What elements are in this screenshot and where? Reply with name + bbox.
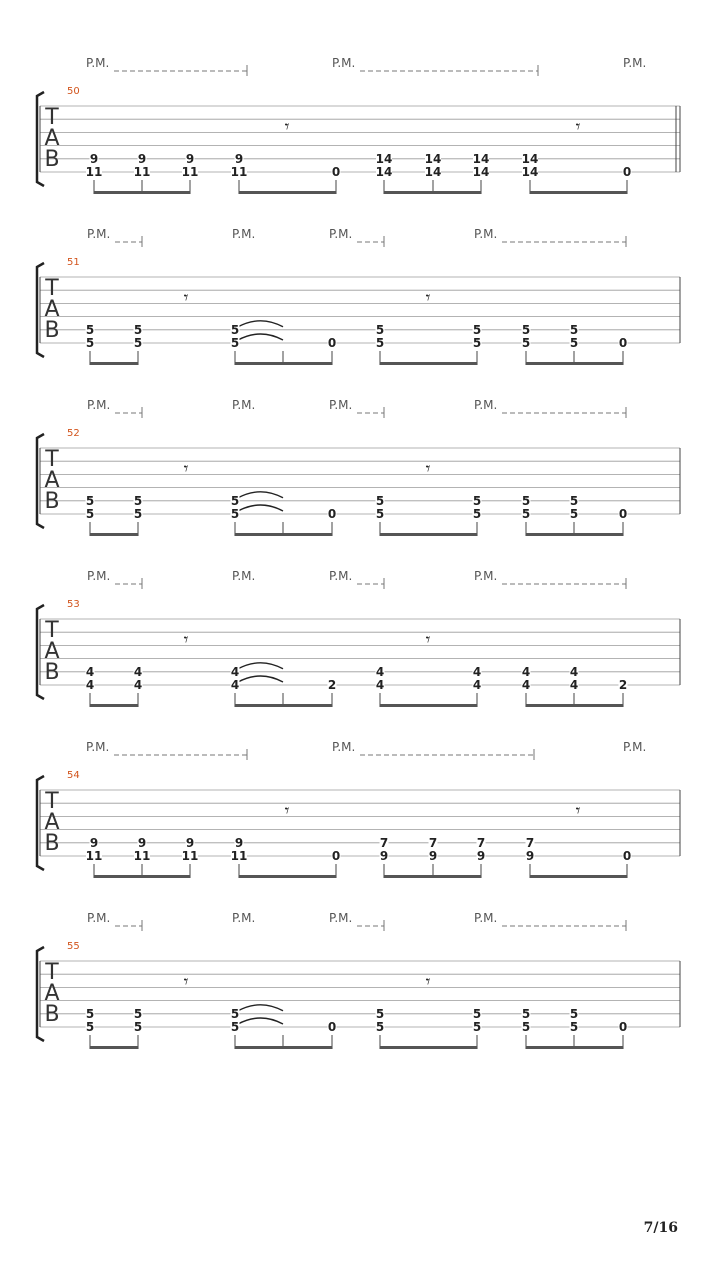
tab-clef-letter: B: [44, 489, 60, 514]
fret-number: 9: [89, 151, 99, 166]
tab-clef-letter: B: [44, 1002, 60, 1027]
fret-number: 14: [472, 151, 490, 166]
fret-number: 5: [472, 336, 482, 350]
beam: [530, 191, 627, 194]
palm-mute-label: P.M.: [329, 398, 353, 412]
tab-clef-letter: T: [45, 618, 59, 643]
fret-number: 5: [133, 493, 143, 508]
fret-number: 0: [331, 849, 341, 863]
tie-string-6: [238, 676, 283, 682]
fret-number: 7: [428, 835, 438, 850]
fret-number: 5: [472, 322, 482, 337]
fret-number: 4: [230, 664, 240, 679]
fret-number: 5: [569, 336, 579, 350]
fret-number: 5: [85, 1020, 95, 1034]
fret-number: 5: [230, 1006, 240, 1021]
fret-number: 4: [133, 664, 143, 679]
measure-number: 53: [67, 599, 80, 610]
beam: [239, 875, 336, 878]
fret-number: 4: [85, 678, 95, 692]
fret-number: 0: [331, 165, 341, 179]
fret-number: 5: [133, 322, 143, 337]
fret-number: 5: [521, 493, 531, 508]
fret-number: 5: [569, 1020, 579, 1034]
fret-number: 11: [85, 849, 103, 863]
palm-mute-label: P.M.: [232, 569, 256, 583]
tab-system: [37, 740, 680, 878]
fret-number: 9: [185, 151, 195, 166]
tab-system: [37, 56, 680, 194]
fret-number: 9: [234, 835, 244, 850]
fret-number: 7: [525, 835, 535, 850]
fret-number: 4: [230, 678, 240, 692]
fret-number: 5: [569, 322, 579, 337]
measure-number: 55: [67, 941, 80, 952]
beam: [90, 704, 138, 707]
fret-number: 5: [85, 507, 95, 521]
beam: [90, 533, 138, 536]
palm-mute-label: P.M.: [329, 911, 353, 925]
tab-clef-letter: A: [44, 468, 60, 493]
tab-clef-letter: B: [44, 318, 60, 343]
fret-number: 9: [476, 849, 486, 863]
fret-number: 5: [472, 1020, 482, 1034]
eighth-rest: 𝄾: [425, 458, 431, 480]
eighth-rest: 𝄾: [575, 116, 581, 138]
beam: [235, 704, 332, 707]
tie-string-5: [238, 1005, 283, 1011]
fret-number: 4: [569, 664, 579, 679]
fret-number: 5: [375, 1006, 385, 1021]
fret-number: 4: [375, 664, 385, 679]
fret-number: 4: [521, 678, 531, 692]
eighth-rest: 𝄾: [284, 800, 290, 822]
beam: [235, 533, 332, 536]
palm-mute-label: P.M.: [87, 398, 111, 412]
beam: [526, 533, 623, 536]
tab-clef-letter: A: [44, 639, 60, 664]
fret-number: 5: [375, 507, 385, 521]
fret-number: 0: [327, 336, 337, 350]
tie-string-6: [238, 1018, 283, 1024]
tab-clef-letter: T: [45, 789, 59, 814]
fret-number: 7: [476, 835, 486, 850]
fret-number: 4: [472, 678, 482, 692]
fret-number: 5: [521, 1020, 531, 1034]
beam: [384, 875, 481, 878]
palm-mute-label: P.M.: [474, 569, 498, 583]
fret-number: 5: [230, 336, 240, 350]
fret-number: 5: [472, 493, 482, 508]
fret-number: 2: [327, 678, 337, 692]
beam: [239, 191, 336, 194]
fret-number: 4: [85, 664, 95, 679]
tab-clef-letter: T: [45, 447, 59, 472]
palm-mute-label: P.M.: [232, 911, 256, 925]
beam: [90, 362, 138, 365]
beam: [380, 362, 477, 365]
eighth-rest: 𝄾: [183, 287, 189, 309]
tab-clef-letter: T: [45, 960, 59, 985]
fret-number: 9: [428, 849, 438, 863]
palm-mute-label: P.M.: [329, 569, 353, 583]
fret-number: 0: [618, 336, 628, 350]
palm-mute-label: P.M.: [232, 398, 256, 412]
fret-number: 4: [569, 678, 579, 692]
fret-number: 9: [525, 849, 535, 863]
beam: [90, 1046, 138, 1049]
beam: [235, 1046, 332, 1049]
fret-number: 0: [327, 507, 337, 521]
fret-number: 5: [569, 493, 579, 508]
palm-mute-label: P.M.: [474, 911, 498, 925]
tab-system: [37, 398, 680, 536]
fret-number: 5: [85, 493, 95, 508]
eighth-rest: 𝄾: [425, 971, 431, 993]
fret-number: 5: [375, 493, 385, 508]
fret-number: 2: [618, 678, 628, 692]
fret-number: 4: [521, 664, 531, 679]
fret-number: 5: [472, 1006, 482, 1021]
palm-mute-label: P.M.: [332, 740, 356, 754]
palm-mute-label: P.M.: [623, 740, 647, 754]
fret-number: 11: [181, 849, 199, 863]
palm-mute-label: P.M.: [232, 227, 256, 241]
fret-number: 4: [133, 678, 143, 692]
palm-mute-label: P.M.: [87, 911, 111, 925]
beam: [380, 533, 477, 536]
fret-number: 9: [89, 835, 99, 850]
measure-number: 54: [67, 770, 80, 781]
measure-number: 52: [67, 428, 80, 439]
palm-mute-label: P.M.: [86, 740, 110, 754]
fret-number: 5: [230, 322, 240, 337]
page-number: 7/16: [643, 1220, 678, 1236]
palm-mute-label: P.M.: [86, 56, 110, 70]
fret-number: 5: [230, 1020, 240, 1034]
fret-number: 9: [185, 835, 195, 850]
fret-number: 5: [85, 1006, 95, 1021]
fret-number: 11: [133, 849, 151, 863]
measure-number: 50: [67, 86, 80, 97]
tab-system: [37, 911, 680, 1049]
fret-number: 5: [521, 507, 531, 521]
palm-mute-label: P.M.: [474, 227, 498, 241]
palm-mute-label: P.M.: [329, 227, 353, 241]
beam: [530, 875, 627, 878]
fret-number: 11: [230, 165, 248, 179]
tab-system: [37, 569, 680, 707]
fret-number: 5: [375, 1020, 385, 1034]
tab-clef-letter: A: [44, 810, 60, 835]
beam: [526, 362, 623, 365]
fret-number: 5: [85, 322, 95, 337]
fret-number: 4: [472, 664, 482, 679]
tab-clef-letter: A: [44, 297, 60, 322]
fret-number: 5: [133, 507, 143, 521]
fret-number: 11: [230, 849, 248, 863]
fret-number: 14: [375, 165, 393, 179]
fret-number: 0: [618, 507, 628, 521]
eighth-rest: 𝄾: [284, 116, 290, 138]
measure-number: 51: [67, 257, 80, 268]
palm-mute-label: P.M.: [474, 398, 498, 412]
tab-clef-letter: T: [45, 276, 59, 301]
tie-string-5: [238, 663, 283, 669]
fret-number: 5: [375, 336, 385, 350]
beam: [94, 875, 190, 878]
beam: [526, 704, 623, 707]
tab-clef-letter: T: [45, 105, 59, 130]
fret-number: 14: [472, 165, 490, 179]
fret-number: 5: [230, 507, 240, 521]
fret-number: 14: [424, 165, 442, 179]
tab-clef-letter: A: [44, 981, 60, 1006]
fret-number: 9: [379, 849, 389, 863]
beam: [384, 191, 481, 194]
eighth-rest: 𝄾: [183, 629, 189, 651]
beam: [380, 704, 477, 707]
fret-number: 5: [569, 1006, 579, 1021]
fret-number: 0: [618, 1020, 628, 1034]
fret-number: 14: [424, 151, 442, 166]
fret-number: 0: [622, 849, 632, 863]
palm-mute-label: P.M.: [623, 56, 647, 70]
fret-number: 4: [375, 678, 385, 692]
fret-number: 5: [521, 322, 531, 337]
fret-number: 11: [85, 165, 103, 179]
tab-system: [37, 227, 680, 365]
beam: [380, 1046, 477, 1049]
eighth-rest: 𝄾: [575, 800, 581, 822]
fret-number: 0: [622, 165, 632, 179]
eighth-rest: 𝄾: [425, 629, 431, 651]
eighth-rest: 𝄾: [183, 458, 189, 480]
tab-clef-letter: B: [44, 660, 60, 685]
fret-number: 14: [375, 151, 393, 166]
eighth-rest: 𝄾: [425, 287, 431, 309]
fret-number: 5: [472, 507, 482, 521]
beam: [235, 362, 332, 365]
fret-number: 14: [521, 165, 539, 179]
palm-mute-label: P.M.: [332, 56, 356, 70]
fret-number: 7: [379, 835, 389, 850]
tie-string-6: [238, 505, 283, 511]
fret-number: 5: [521, 1006, 531, 1021]
fret-number: 14: [521, 151, 539, 166]
fret-number: 9: [137, 151, 147, 166]
palm-mute-label: P.M.: [87, 227, 111, 241]
palm-mute-label: P.M.: [87, 569, 111, 583]
fret-number: 5: [569, 507, 579, 521]
tie-string-6: [238, 334, 283, 340]
fret-number: 11: [181, 165, 199, 179]
fret-number: 5: [375, 322, 385, 337]
tab-clef-letter: A: [44, 126, 60, 151]
tab-clef-letter: B: [44, 831, 60, 856]
beam: [526, 1046, 623, 1049]
fret-number: 5: [133, 336, 143, 350]
eighth-rest: 𝄾: [183, 971, 189, 993]
fret-number: 5: [133, 1020, 143, 1034]
fret-number: 5: [230, 493, 240, 508]
fret-number: 0: [327, 1020, 337, 1034]
fret-number: 5: [133, 1006, 143, 1021]
fret-number: 9: [234, 151, 244, 166]
fret-number: 5: [521, 336, 531, 350]
fret-number: 9: [137, 835, 147, 850]
tie-string-5: [238, 321, 283, 327]
tab-clef-letter: B: [44, 147, 60, 172]
beam: [94, 191, 190, 194]
fret-number: 5: [85, 336, 95, 350]
tie-string-5: [238, 492, 283, 498]
fret-number: 11: [133, 165, 151, 179]
